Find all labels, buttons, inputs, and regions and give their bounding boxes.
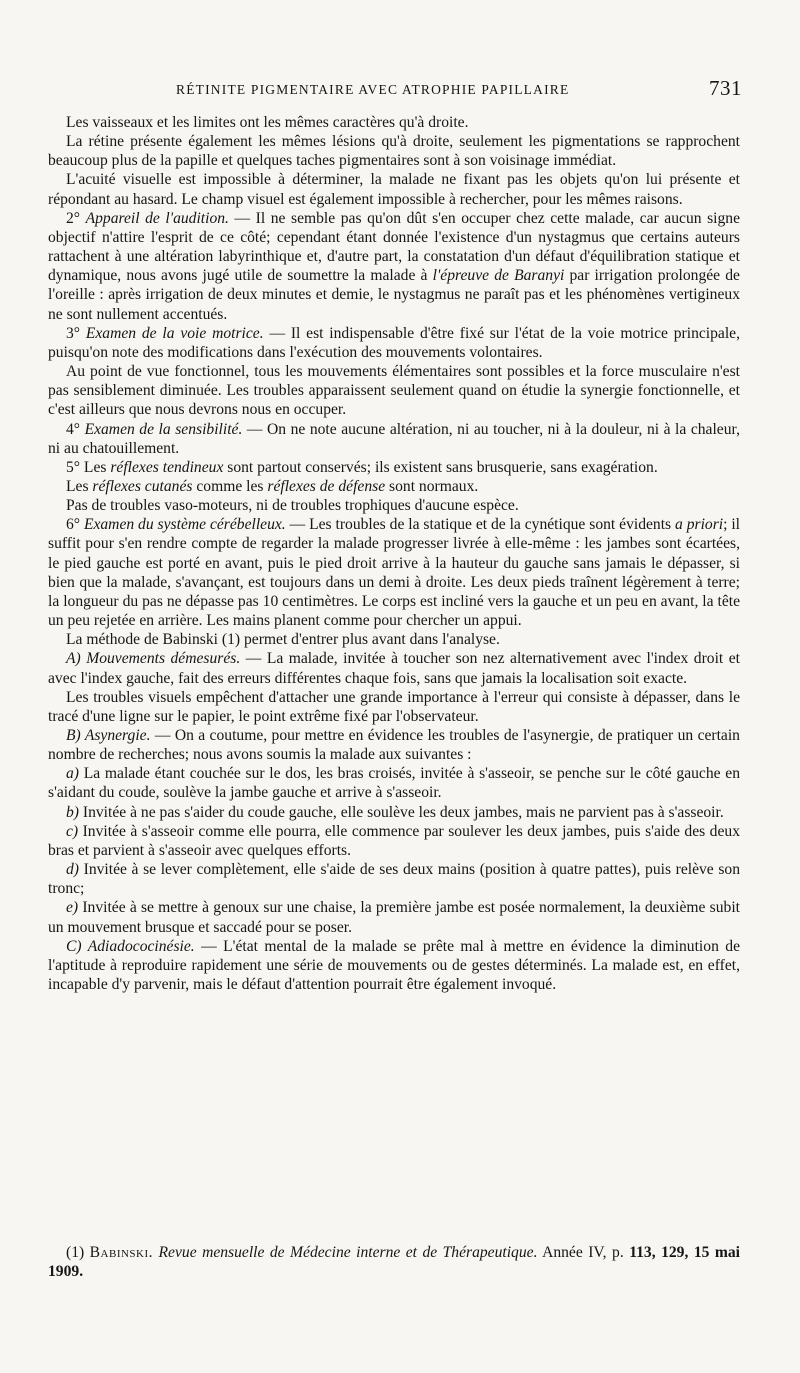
list-item: a) La malade étant couchée sur le dos, les bras croisés, invitée à s'asseoir, se penche sur le côté gauche en s'aidant du coude, soulève la jambe gauche et arrive à s'asseoir. — [48, 765, 741, 802]
paragraph: La rétine présente également les mêmes lésions qu'à droite, seulement les pigmentations se rapprochent beaucoup plus de la papille et quelques taches pigmentaires sont à son voisinage immédiat. — [48, 133, 740, 170]
running-head: RÉTINITE PIGMENTAIRE AVEC ATROPHIE PAPILLAIRE — [176, 82, 570, 97]
test-name: l'épreuve de Baranyi — [432, 267, 565, 285]
paragraph-voie-motrice: 3° Examen de la voie motrice. — Il est indispensable d'être fixé sur l'état de la voie motrice principale, puisqu'on note des modifications dans l'exécution des mouvements volontaires. — [48, 324, 741, 361]
paragraph-reflexes-cutanes: Les réflexes cutanés comme les réflexes de défense sont normaux. — [66, 477, 479, 495]
paragraph: La méthode de Babinski (1) permet d'entrer plus avant dans l'analyse. — [66, 631, 500, 649]
footnote-journal: Revue mensuelle de Médecine interne et de Thérapeutique. — [158, 1244, 538, 1261]
list-item: c) Invitée à s'asseoir comme elle pourra, elle commence par soulever les deux jambes, puis s'aide des deux bras et parvient à s'asseoir avec quelques efforts. — [48, 822, 740, 859]
paragraph-asynergie: B) Asynergie. — On a coutume, pour mettre en évidence les troubles de l'asynergie, de pratiquer un certain nombre de recherches; nous avons soumis la malade aux suivantes : — [48, 727, 740, 764]
section-title: réflexes tendineux — [110, 458, 224, 476]
list-item: d) Invitée à se lever complètement, elle s'aide de ses deux mains (position à quatre pattes), puis relève son tronc; — [48, 861, 741, 898]
page-header — [48, 76, 742, 104]
paragraph: Pas de troubles vaso-moteurs, ni de troubles trophiques d'aucune espèce. — [66, 497, 519, 515]
paragraph: Les troubles visuels empêchent d'attacher une grande importance à l'erreur qui consiste à dépasser, dans le tracé d'une ligne sur le papier, le point extrême fixé par l'observateur. — [48, 688, 740, 725]
footnote — [48, 1243, 740, 1281]
paragraph-reflexes: 5° Les réflexes tendineux sont partout conservés; ils existent sans brusquerie, sans exagération. — [66, 458, 658, 476]
section-title: Mouvements démesurés. — [86, 650, 241, 668]
section-title: Appareil de l'audition. — [85, 209, 229, 227]
section-title: Examen de la voie motrice. — [85, 324, 264, 342]
section-title: Adiadococinésie. — [87, 937, 195, 955]
paragraph-mouvements: A) Mouvements démesurés. — La malade, invitée à toucher son nez alternativement avec l'index droit et avec l'index gauche, fait des erreurs différentes chaque fois, sans que jamais la localisation soit exacte. — [48, 650, 741, 687]
paragraph-sensibilite: 4° Examen de la sensibilité. — On ne note aucune altération, ni au toucher, ni à la douleur, ni à la chaleur, ni au chatouillement. — [48, 420, 740, 457]
footnote-text: (1) Babinski. Revue mensuelle de Médecine interne et de Thérapeutique. Année IV, p. 113, 129, 15 mai 1909. — [48, 1244, 740, 1280]
paragraph-cerebelleux: 6° Examen du système cérébelleux. — Les troubles de la statique et de la cynétique sont évidents a priori; il suffit pour s'en rendre compte de regarder la malade progresser livrée à elle-même : les jambes sont écartées, le pied gauche est porté en avant, puis le pied droit arrive à la hauteur du gauche sans jamais le dépasser, si bien que la malade, s'avançant, est toujours dans un demi à droite. Les deux pieds traînent légèrement à terre; la longueur du pas ne dépasse pas 10 centimètres. Le corps est incliné vers la gauche et un peu en avant, la tête un peu rejetée en arrière. Les mains planent comme pour chercher un appui. — [48, 516, 741, 630]
paragraph: Au point de vue fonctionnel, tous les mouvements élémentaires sont possibles et la force musculaire n'est pas sensiblement diminuée. Les troubles apparaissent seulement quand on étudie la synergie fonctionnelle, et c'est ailleurs que nous devrons nous en occuper. — [48, 363, 740, 419]
paragraph-adiadococinesie: C) Adiadococinésie. — L'état mental de la malade se prête mal à mettre en évidence la diminution de l'aptitude à reproduire rapidement une série de mouvements ou de gestes déterminés. La malade est, en effet, incapable d'y parvenir, mais le défaut d'attention pourrait être également invoqué. — [48, 937, 740, 994]
footnote-author: Babinski. — [89, 1244, 154, 1261]
section-title: Examen du système cérébelleux. — [83, 516, 286, 534]
footnote-pages: 113, 129, 15 mai 1909. — [48, 1244, 740, 1280]
list-item: b) Invitée à ne pas s'aider du coude gauche, elle soulève les deux jambes, mais ne parvient pas à s'asseoir. — [66, 803, 724, 821]
section-title: Examen de la sensibilité. — [84, 420, 243, 438]
paragraph-audition: 2° Appareil de l'audition. — Il ne semble pas qu'on dût s'en occuper chez cette malade, car aucun signe objectif n'attire l'esprit de ce côté; cependant étant donnée l'existence d'un nystagmus que certains auteurs rattachent à une altération labyrinthique et, d'autre part, la constatation d'un défaut d'équilibration statique et dynamique, nous avons jugé utile de soumettre la malade à l'épreuve de Baranyi par irrigation prolongée de l'oreille : après irrigation de deux minutes et demie, le nystagmus ne paraît pas et les phénomènes vertigineux ne sont nullement accentués. — [48, 209, 741, 323]
list-item: e) Invitée à se mettre à genoux sur une chaise, la première jambe est posée normalement, la deuxième subit un mouvement brusque et saccadé pour se poser. — [48, 899, 741, 936]
page-number: 731 — [709, 76, 742, 100]
section-title: Asynergie. — [84, 727, 151, 744]
paragraph: Les vaisseaux et les limites ont les mêmes caractères qu'à droite. — [66, 114, 469, 131]
paragraph: L'acuité visuelle est impossible à déterminer, la malade ne fixant pas les objets qu'on lui présente et répondant au hasard. Le champ visuel est également impossible à rechercher, pour les mêmes raisons. — [48, 171, 740, 208]
body-text — [48, 113, 740, 994]
